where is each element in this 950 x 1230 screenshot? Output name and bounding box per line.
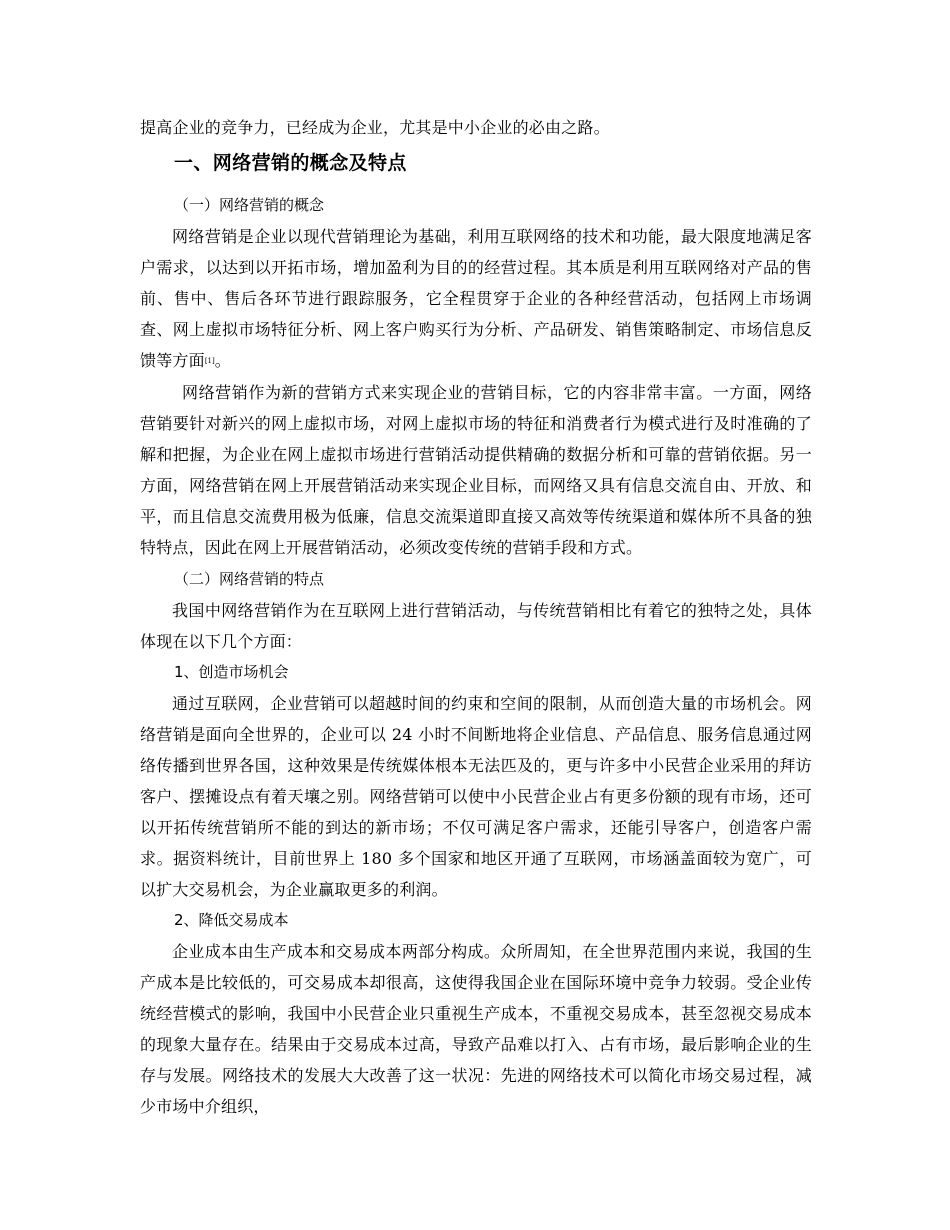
feature-heading-1: 1、创造市场机会 [174,663,289,681]
feature-2-paragraph: 企业成本由生产成本和交易成本两部分构成。众所周知，在全世界范围内来说，我国的生产成本是比较低的，可交易成本却很高，这使得我国企业在国际环境中竞争力较弱。受企业传统经营模式的影响，我国中小民营企业只重视生产成本，不重视交易成本，甚至忽视交易成本的现象大量存在。结果由于交易成本过高，导致产品难以打入、占有市场，最后影响企业的生存与发展。网络技术的发展大大改善了这一状况：先进的网络技术可以简化市场交易过程，减少市场中介组织， [140,942,812,1116]
citation-reference: [1] [204,357,215,365]
document-page [140,112,812,1122]
section-heading-1: 一、网络营销的概念及特点 [174,152,407,174]
feature-heading-2: 2、降低交易成本 [174,911,289,929]
features-intro-paragraph: 我国中网络营销作为在互联网上进行营销活动，与传统营销相比有着它的独特之处，具体体现在以下几个方面： [140,601,812,651]
intro-tail-paragraph: 提高企业的竞争力，已经成为企业，尤其是中小企业的必由之路。 [140,118,610,137]
concept-paragraph-2: 网络营销作为新的营销方式来实现企业的营销目标，它的内容非常丰富。一方面，网络营销要针对新兴的网上虚拟市场，对网上虚拟市场的特征和消费者行为模式进行及时准确的了解和把握，为企业在网上虚拟市场进行营销活动提供精确的数据分析和可靠的营销依据。另一方面，网络营销在网上开展营销活动来实现企业目标，而网络又具有信息交流自由、开放、和平，而且信息交流费用极为低廉，信息交流渠道即直接又高效等传统渠道和媒体所不具备的独特特点，因此在网上开展营销活动，必须改变传统的营销手段和方式。 [140,383,812,557]
subsection-heading-features: （二）网络营销的特点 [174,570,325,588]
concept-paragraph-1 [140,221,812,377]
concept-paragraph-1-text: 网络营销是企业以现代营销理论为基础，利用互联网络的技术和功能，最大限度地满足客户需求，以达到以开拓市场，增加盈利为目的的经营过程。其本质是利用互联网络对产品的售前、售中、售后各环节进行跟踪服务，它全程贯穿于企业的各种经营活动，包括网上市场调查、网上虚拟市场特征分析、网上客户购买行为分析、产品研发、销售策略制定、市场信息反馈等方面 [140,227,812,370]
concept-paragraph-1-end: 。 [214,351,231,370]
subsection-heading-concept: （一）网络营销的概念 [174,196,325,214]
feature-1-paragraph: 通过互联网，企业营销可以超越时间的约束和空间的限制，从而创造大量的市场机会。网络营销是面向全世界的，企业可以 24 小时不间断地将企业信息、产品信息、服务信息通过网络传播到世界各国，这种效果是传统媒体根本无法匹及的，更与许多中小民营企业采用的拜访客户、摆摊设点有着天壤之别。网络营销可以使中小民营企业占有更多份额的现有市场，还可以开拓传统营销所不能的到达的新市场；不仅可满足客户需求，还能引导客户，创造客户需求。据资料统计，目前世界上 180 多个国家和地区开通了互联网，市场涵盖面较为宽广，可以扩大交易机会，为企业赢取更多的利润。 [140,694,812,899]
